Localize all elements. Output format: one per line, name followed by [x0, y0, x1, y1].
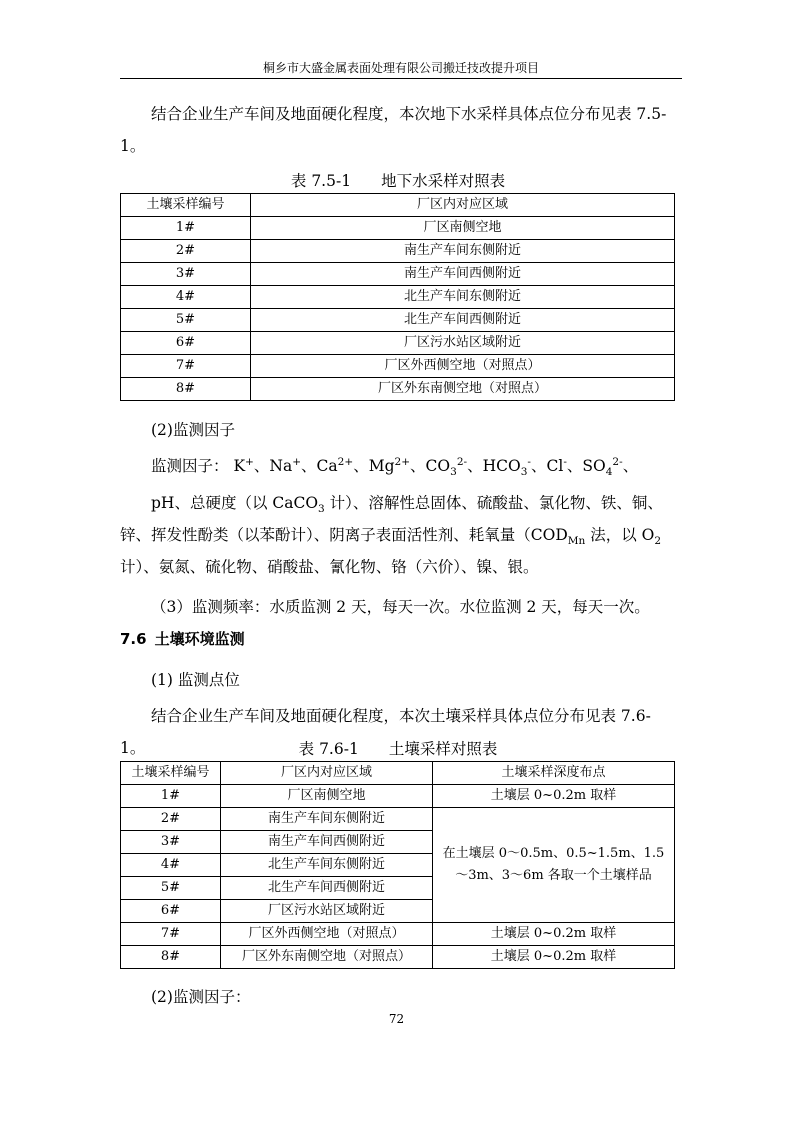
ion-co3: CO	[425, 457, 451, 475]
sample-id-cell: 4#	[121, 286, 251, 309]
sample-id-cell: 8#	[121, 378, 251, 401]
ion-subscript: 3	[520, 466, 528, 479]
caption-title: 土壤采样对照表	[388, 740, 498, 758]
running-header: 桐乡市大盛金属表面处理有限公司搬迁技改提升项目	[262, 61, 539, 75]
page-number: 72	[388, 1012, 405, 1026]
table-row	[121, 808, 675, 831]
ion-charge: 2+	[394, 455, 411, 468]
table-row	[121, 378, 675, 401]
ion-subscript: 4	[605, 466, 613, 479]
ion-cl: Cl	[546, 457, 564, 475]
table-row	[121, 923, 675, 946]
factors-text: pH、总硬度（以 CaCO	[151, 494, 319, 512]
sample-id-cell: 6#	[121, 900, 221, 923]
table-row	[121, 946, 675, 969]
section-heading-7-6	[120, 628, 245, 650]
table-row	[121, 332, 675, 355]
area-cell: 厂区外东南侧空地（对照点）	[221, 946, 433, 969]
ion-charge: +	[292, 455, 302, 468]
section-number: 7.6	[120, 630, 147, 648]
area-cell: 北生产车间西侧附近	[251, 309, 675, 332]
factors-text: 计）、氨氮、硫化物、硝酸盐、氰化物、铬（六价）、镍、银。	[120, 558, 539, 576]
area-cell: 厂区污水站区域附近	[221, 900, 433, 923]
sample-id-cell: 8#	[121, 946, 221, 969]
depth-cell: 土壤层 0~0.2m 取样	[433, 946, 675, 969]
ion-so4: SO	[582, 457, 606, 475]
groundwater-sampling-table	[120, 193, 675, 401]
formula-subscript: Mn	[567, 535, 586, 548]
table-row	[121, 309, 675, 332]
sample-id-cell: 4#	[121, 854, 221, 877]
area-cell: 厂区外西侧空地（对照点）	[221, 923, 433, 946]
other-factors-paragraph	[120, 487, 676, 583]
caption-number: 表 7.6-1	[298, 740, 359, 758]
sample-id-cell: 2#	[121, 240, 251, 263]
area-cell: 厂区外东南侧空地（对照点）	[251, 378, 675, 401]
header-divider	[120, 78, 682, 79]
table-header-row	[121, 762, 675, 785]
table-row	[121, 240, 675, 263]
area-cell: 南生产车间东侧附近	[221, 808, 433, 831]
monitoring-factors-subheading: (2)监测因子	[151, 421, 235, 439]
section-title: 土壤环境监测	[154, 630, 245, 648]
soil-intro-paragraph: 结合企业生产车间及地面硬化程度，本次土壤采样具体点位分布见表 7.6-1。	[120, 707, 651, 757]
ion-charge: +	[245, 455, 254, 468]
ion-charge: 2-	[612, 455, 623, 468]
table-7-6-1-caption	[120, 739, 676, 759]
groundwater-intro-paragraph: 结合企业生产车间及地面硬化程度，本次地下水采样具体点位分布见表 7.5-1。	[120, 105, 667, 155]
ion-factors-line: 监测因子： K+、Na+、$Ca^{2+}$、$Mg^{2+}$、$CO_3^{2-}$、$HCO_3^-$、Cl-、$SO_4^{2-}$、	[151, 455, 639, 479]
ion-charge: -	[527, 455, 531, 468]
sample-id-cell: 5#	[121, 877, 221, 900]
sample-id-cell: 3#	[121, 263, 251, 286]
area-cell: 厂区南侧空地	[251, 217, 675, 240]
table-row	[121, 217, 675, 240]
table-row	[121, 785, 675, 808]
ion-ca: Ca	[316, 457, 338, 475]
sample-id-cell: 1#	[121, 217, 251, 240]
formula-subscript: 2	[654, 535, 662, 548]
soil-points-subheading: (1) 监测点位	[151, 671, 240, 689]
area-cell: 厂区污水站区域附近	[251, 332, 675, 355]
table-row	[121, 355, 675, 378]
sample-id-cell: 7#	[121, 923, 221, 946]
area-cell: 厂区南侧空地	[221, 785, 433, 808]
caption-title: 地下水采样对照表	[381, 172, 506, 190]
area-cell: 厂区外西侧空地（对照点）	[251, 355, 675, 378]
sample-id-cell: 1#	[121, 785, 221, 808]
ion-k: K	[233, 457, 246, 475]
ion-hco3: HCO	[482, 457, 521, 475]
header-cell: 土壤采样深度布点	[433, 762, 675, 785]
caption-number: 表 7.5-1	[290, 172, 352, 190]
area-cell: 南生产车间西侧附近	[251, 263, 675, 286]
area-cell: 北生产车间西侧附近	[221, 877, 433, 900]
formula-subscript: 3	[318, 503, 325, 516]
factors-text: 计）、溶解性总固体、硫酸盐、氯化物、铁、铜、锌、挥发性酚类（以苯酚计）、阴离子表面活性剂、耗氧量（COD	[120, 494, 663, 544]
ion-mg: Mg	[368, 457, 395, 475]
sample-id-cell: 6#	[121, 332, 251, 355]
factors-label: 监测因子：	[151, 457, 229, 475]
table-row	[121, 263, 675, 286]
depth-cell: 土壤层 0~0.2m 取样	[433, 923, 675, 946]
ion-charge: 2-	[456, 455, 468, 468]
sample-id-cell: 7#	[121, 355, 251, 378]
ion-subscript: 3	[450, 466, 457, 479]
table-header-row	[121, 194, 675, 217]
header-cell: 土壤采样编号	[121, 194, 251, 217]
header-cell: 土壤采样编号	[121, 762, 221, 785]
sample-id-cell: 5#	[121, 309, 251, 332]
table-row	[121, 286, 675, 309]
area-cell: 南生产车间东侧附近	[251, 240, 675, 263]
sample-id-cell: 2#	[121, 808, 221, 831]
monitoring-frequency-paragraph: （3）监测频率：水质监测 2 天，每天一次。水位监测 2 天，每天一次。	[151, 598, 650, 616]
soil-factors-subheading: (2)监测因子：	[151, 988, 251, 1006]
ion-na: Na	[269, 457, 293, 475]
depth-cell: 土壤层 0~0.2m 取样	[433, 785, 675, 808]
area-cell: 北生产车间东侧附近	[251, 286, 675, 309]
area-cell: 北生产车间东侧附近	[221, 854, 433, 877]
ion-charge: -	[563, 455, 567, 468]
ion-charge: 2+	[337, 455, 354, 468]
header-cell: 厂区内对应区域	[251, 194, 675, 217]
area-cell: 南生产车间西侧附近	[221, 831, 433, 854]
merged-depth-cell: 在土壤层 0～0.5m、0.5~1.5m、1.5～3m、3～6m 各取一个土壤样品	[433, 808, 675, 923]
soil-sampling-table	[120, 761, 675, 969]
factors-text: 法，以 O	[585, 526, 655, 544]
sample-id-cell: 3#	[121, 831, 221, 854]
table-7-5-1-caption	[120, 171, 676, 191]
header-cell: 厂区内对应区域	[221, 762, 433, 785]
